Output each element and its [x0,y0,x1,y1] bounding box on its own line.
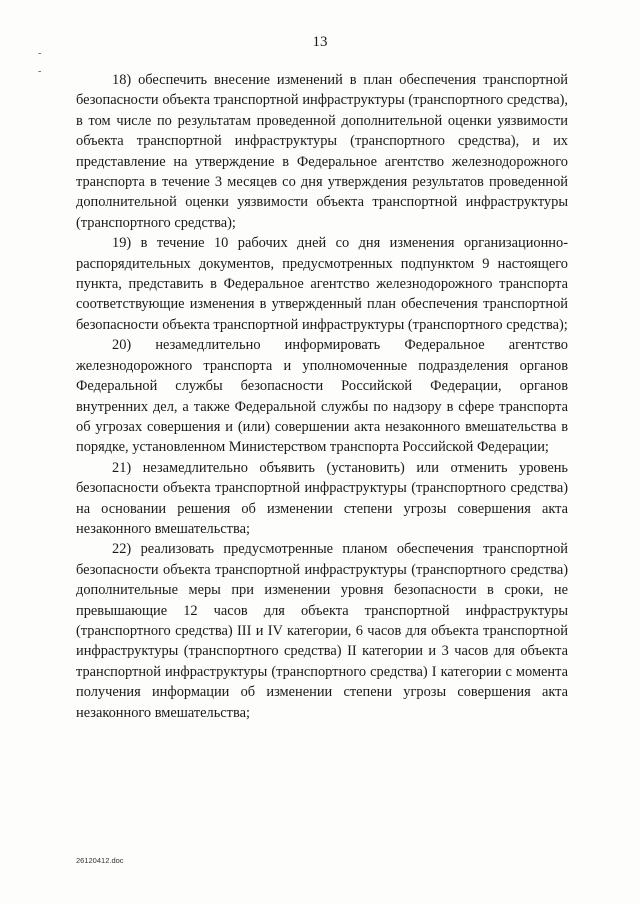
footer-filename: 26120412.doc [76,856,124,865]
margin-mark: - [38,48,42,59]
margin-mark: - [38,66,42,77]
page-number: 13 [312,34,328,50]
paragraph-18: 18) обеспечить внесение изменений в план обеспечения транспортной безопасности объекта транспортной инфраструктуры (транспортного средства), в том числе по результатам проведенной дополнительной оценки уязвимости объекта транспортной инфраструктуры (транспортного средства), и их представление на утверждение в Федеральное агентство железнодорожного транспорта в течение 3 месяцев со дня утверждения результатов проведенной дополнительной оценки уязвимости объекта транспортной инфраструктуры (транспортного средства); [76,72,568,231]
paragraph-21: 21) незамедлительно объявить (установить) или отменить уровень безопасности объекта транспортной инфраструктуры (транспортного средства) на основании решения об изменении степени угрозы совершения акта незаконного вмешательства; [76,459,568,537]
paragraph-20: 20) незамедлительно информировать Федеральное агентство железнодорожного транспорта и уполномоченные подразделения органов Федеральной службы безопасности Российской Федерации, органов внутренних дел, а также Федеральной службы по надзору в сфере транспорта об угрозах совершения и (или) совершении акта незаконного вмешательства в порядке, установленном Министерством транспорта Российской Федерации; [76,337,568,456]
document-body [76,70,568,723]
paragraph-19: 19) в течение 10 рабочих дней со дня изменения организационно-распорядительных документов, предусмотренных подпунктом 9 настоящего пункта, представить в Федеральное агентство железнодорожного транспорта соответствующие изменения в утвержденный план обеспечения транспортной безопасности объекта транспортной инфраструктуры (транспортного средства); [76,235,568,333]
paragraph-22: 22) реализовать предусмотренные планом обеспечения транспортной безопасности объекта транспортной инфраструктуры (транспортного средства) дополнительные меры при изменении уровня безопасности в сроки, не превышающие 12 часов для объекта транспортной инфраструктуры (транспортного средства) III и IV категории, 6 часов для объекта транспортной инфраструктуры (транспортного средства) II категории и 3 часов для объекта транспортной инфраструктуры (транспортного средства) I категории с момента получения информации об изменении степени угрозы совершения акта незаконного вмешательства; [76,541,568,721]
